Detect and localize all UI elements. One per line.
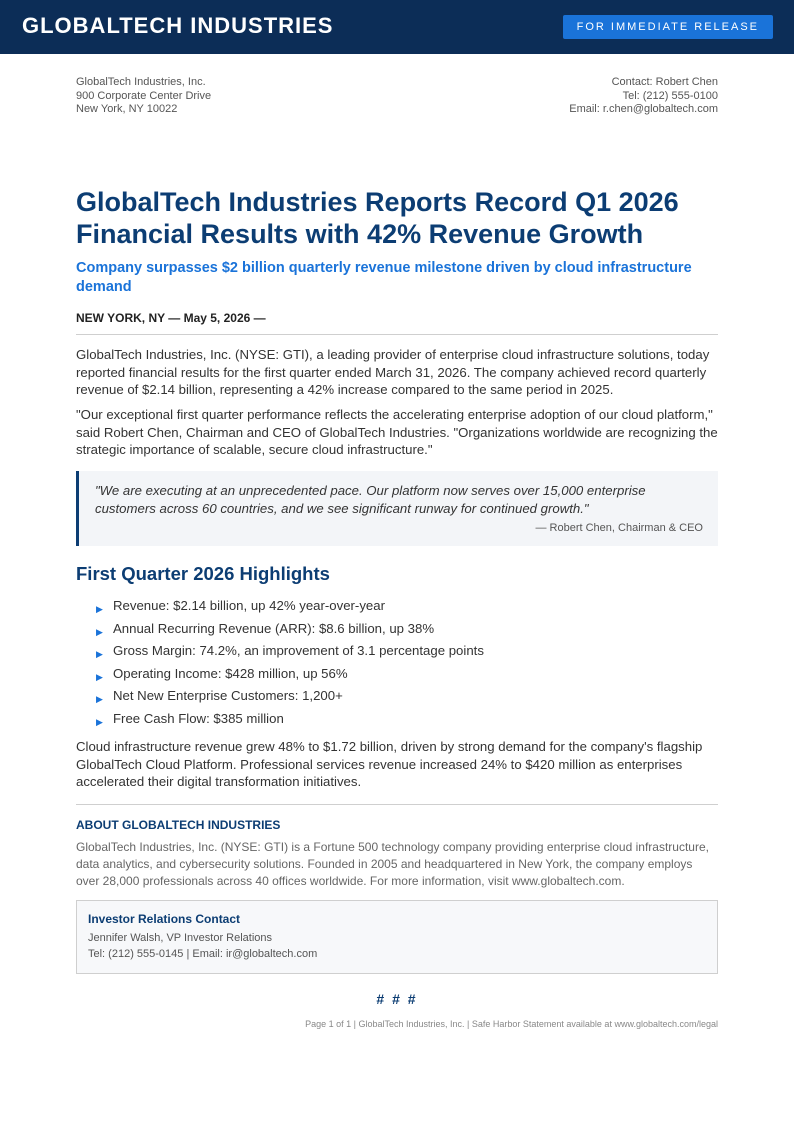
list-item-text: Gross Margin: 74.2%, an improvement of 3.1 percentage points: [113, 643, 484, 659]
bullet-arrow-icon: ▶: [96, 649, 103, 660]
address-line: New York, NY 10022: [76, 103, 178, 115]
bullet-arrow-icon: ▶: [96, 626, 103, 637]
list-item-text: Free Cash Flow: $385 million: [113, 710, 284, 726]
bullet-arrow-icon: ▶: [96, 604, 103, 614]
company-address: [76, 76, 211, 117]
headline: GlobalTech Industries Reports Record Q1 2026 Financial Results with 42% Revenue Growth: [76, 187, 679, 249]
dateline: NEW YORK, NY — May 5, 2026 —: [76, 311, 266, 325]
paragraph-segments: Cloud infrastructure revenue grew 48% to $1.72 billion, driven by strong demand for the company's flagship GlobalTech Cloud Platform. Professional services revenue increased 24% to $420 million as enterprises accelerated their digital transformation initiatives.: [76, 739, 703, 789]
paragraph-quote: "Our exceptional first quarter performance reflects the accelerating enterprise adoption of our cloud platform," said Robert Chen, Chairman and CEO of GlobalTech Industries. "Organizations worldwide are recognizing the strategic importance of scalable, secure cloud infrastructure.": [76, 407, 718, 457]
ir-title: Investor Relations Contact: [88, 912, 241, 926]
address-line: GlobalTech Industries, Inc.: [76, 76, 206, 88]
contact-line: Contact: Robert Chen: [611, 76, 718, 88]
end-mark: # # #: [376, 991, 418, 1007]
ir-name: Jennifer Walsh, VP Investor Relations: [88, 932, 273, 944]
pull-quote: [76, 471, 718, 546]
bullet-arrow-icon: ▶: [96, 694, 103, 705]
list-item-text: Net New Enterprise Customers: 1,200+: [113, 688, 343, 704]
address-line: 900 Corporate Center Drive: [76, 89, 212, 102]
highlights-title: First Quarter 2026 Highlights: [76, 563, 330, 584]
media-contact: [569, 76, 718, 117]
list-item: [96, 664, 484, 687]
about-title: ABOUT GLOBALTECH INDUSTRIES: [76, 818, 281, 832]
release-badge: FOR IMMEDIATE RELEASE: [563, 15, 773, 39]
list-item: [96, 619, 484, 642]
paragraph-intro: GlobalTech Industries, Inc. (NYSE: GTI), a leading provider of enterprise cloud infrastructure solutions, today reported financial results for the first quarter ended March 31, 2026. The company achieved record quarterly revenue of $2.14 billion, representing a 42% increase compared to the same period in 2025.: [76, 347, 710, 397]
divider: [76, 804, 718, 805]
highlights-list: [96, 596, 484, 732]
document-body: [76, 54, 718, 138]
list-item-text: Operating Income: $428 million, up 56%: [113, 665, 348, 681]
divider: [76, 334, 718, 335]
investor-relations-box: [76, 900, 718, 974]
bullet-arrow-icon: ▶: [96, 716, 103, 727]
contact-line: Tel: (212) 555-0100: [622, 89, 718, 102]
list-item-text: Annual Recurring Revenue (ARR): $8.6 billion, up 38%: [113, 620, 435, 636]
address-block: [76, 76, 718, 138]
pull-quote-attribution: — Robert Chen, Chairman & CEO: [535, 522, 703, 534]
list-item: [96, 641, 484, 664]
header-bar: [0, 0, 794, 54]
subheadline: Company surpasses $2 billion quarterly revenue milestone driven by cloud infrastructure demand: [76, 260, 692, 295]
company-brand: GLOBALTECH INDUSTRIES: [22, 13, 334, 38]
list-item-text: Revenue: $2.14 billion, up 42% year-over-year: [113, 598, 385, 613]
page-footer: Page 1 of 1 | GlobalTech Industries, Inc. | Safe Harbor Statement available at www.globaltech.com/legal: [305, 1019, 718, 1029]
ir-contact: Tel: (212) 555-0145 | Email: ir@globaltech.com: [88, 948, 318, 960]
list-item: [96, 596, 484, 619]
about-text: GlobalTech Industries, Inc. (NYSE: GTI) is a Fortune 500 technology company providing enterprise cloud infrastructure, data analytics, and cybersecurity solutions. Founded in 2005 and headquartered in New York, the company employs over 28,000 professionals across 40 offices worldwide. For more information, visit www.globaltech.com.: [76, 840, 709, 888]
pull-quote-text: "We are executing at an unprecedented pace. Our platform now serves over 15,000 enterprise customers across 60 countries, and we see significant runway for continued growth.": [95, 483, 646, 516]
bullet-arrow-icon: ▶: [96, 671, 103, 682]
contact-line: Email: r.chen@globaltech.com: [569, 103, 718, 115]
list-item: [96, 686, 484, 709]
list-item: [96, 709, 484, 732]
